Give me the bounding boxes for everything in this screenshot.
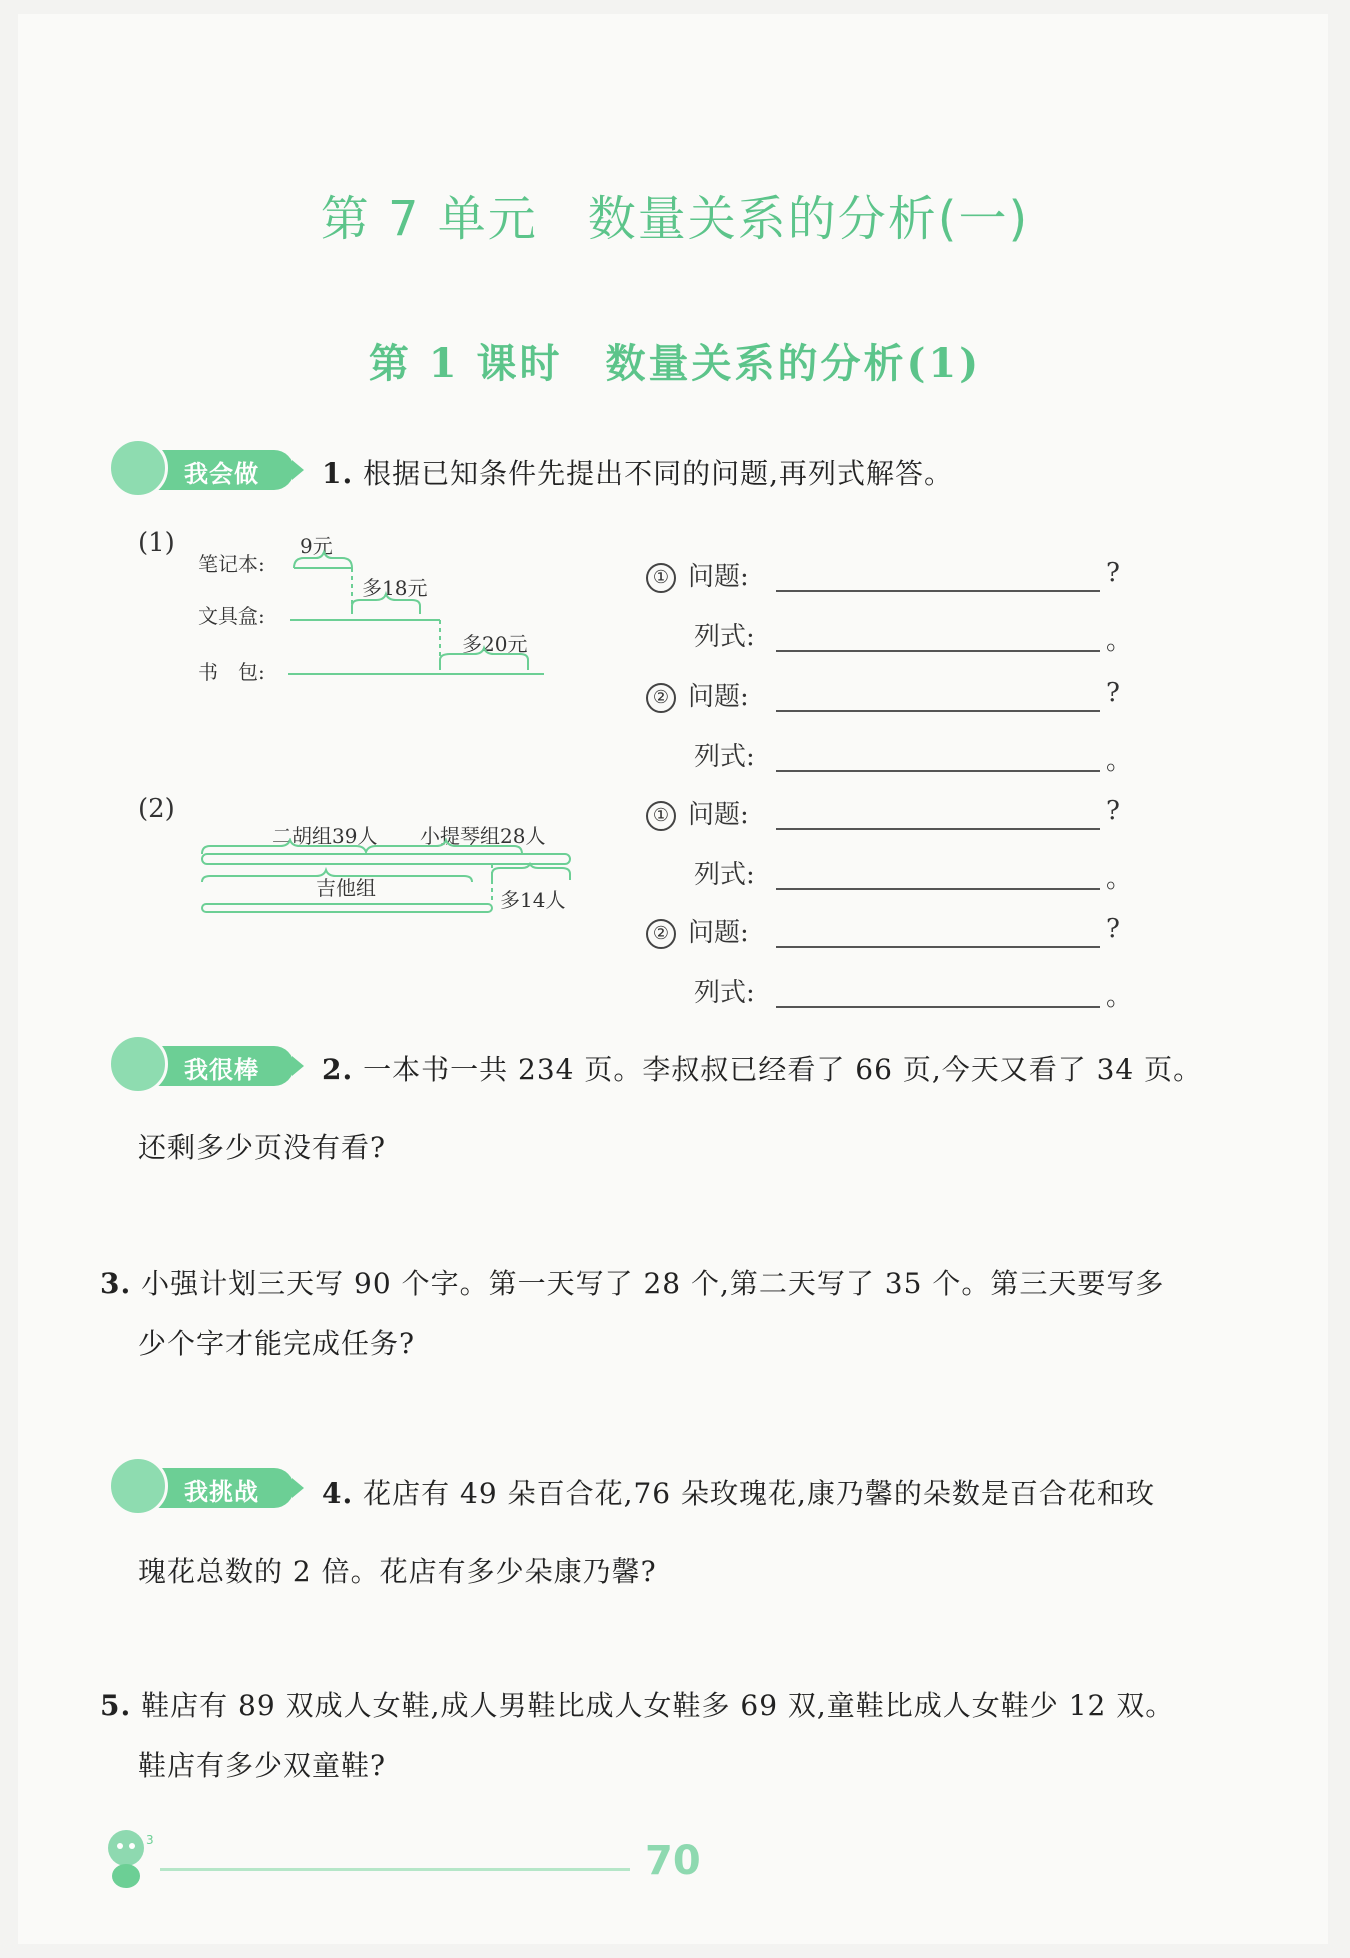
line-diagram-2 bbox=[196, 838, 586, 918]
badge-can-do bbox=[108, 438, 294, 492]
brace bbox=[352, 594, 420, 614]
answer-end: 。 bbox=[1106, 864, 1133, 894]
lesson-title: 第 1 课时 数量关系的分析(1) bbox=[368, 340, 982, 387]
answer-field[interactable] bbox=[776, 1006, 1100, 1008]
question-number: 1. bbox=[322, 457, 354, 490]
answer-end: ? bbox=[1106, 796, 1120, 826]
answer-end: ? bbox=[1106, 558, 1120, 588]
brace bbox=[492, 864, 570, 880]
unit-title: 第 7 单元 数量关系的分析(一) bbox=[320, 191, 1030, 247]
question-5 bbox=[100, 1684, 1174, 1724]
question-text: 鞋店有 89 双成人女鞋,成人男鞋比成人女鞋多 69 双,童鞋比成人女鞋少 12 双。 bbox=[141, 1689, 1175, 1722]
badge-label: 我很棒 bbox=[184, 1056, 259, 1084]
question-text-continued: 少个字才能完成任务? bbox=[138, 1327, 416, 1360]
question-number: 2. bbox=[322, 1053, 354, 1086]
thumbs-up-icon bbox=[108, 1034, 168, 1094]
fist-icon bbox=[108, 1456, 168, 1516]
bar bbox=[202, 904, 492, 912]
answer-index: ② bbox=[646, 919, 676, 949]
footer-line bbox=[160, 1868, 630, 1871]
answer-field[interactable] bbox=[776, 650, 1100, 652]
badge-label: 我挑战 bbox=[184, 1478, 259, 1506]
diagram-note: 多14人 bbox=[500, 888, 566, 912]
question-number: 5. bbox=[100, 1689, 132, 1722]
question-text: 根据已知条件先提出不同的问题,再列式解答。 bbox=[363, 457, 954, 490]
row-label: 书 包: bbox=[198, 660, 265, 684]
answer-label: 问题: bbox=[688, 682, 749, 712]
answer-field[interactable] bbox=[776, 770, 1100, 772]
brace bbox=[202, 840, 522, 854]
answer-label: 列式: bbox=[694, 978, 755, 1008]
diagram-note: 9元 bbox=[300, 534, 333, 558]
row-label: 文具盒: bbox=[198, 604, 265, 628]
question-text-continued: 瑰花总数的 2 倍。花店有多少朵康乃馨? bbox=[138, 1555, 657, 1588]
answer-field[interactable] bbox=[776, 828, 1100, 830]
question-text-continued: 还剩多少页没有看? bbox=[138, 1131, 387, 1164]
diagram-note: 吉他组 bbox=[316, 876, 376, 900]
diagram-note: 多20元 bbox=[462, 632, 528, 656]
answer-end: ? bbox=[1106, 678, 1120, 708]
svg-text:3: 3 bbox=[146, 1833, 154, 1847]
mascot-icon bbox=[100, 1822, 160, 1892]
answer-field[interactable] bbox=[776, 590, 1100, 592]
brace bbox=[294, 552, 352, 568]
answer-end: ? bbox=[1106, 914, 1120, 944]
answer-label: 问题: bbox=[688, 800, 749, 830]
answer-index: ① bbox=[646, 801, 676, 831]
question-number: 4. bbox=[322, 1477, 354, 1510]
question-text: 小强计划三天写 90 个字。第一天写了 28 个,第二天写了 35 个。第三天要写多 bbox=[141, 1267, 1165, 1300]
bar bbox=[202, 854, 570, 864]
diagram-note: 小提琴组28人 bbox=[420, 824, 546, 848]
answer-label: 问题: bbox=[688, 562, 749, 592]
answer-field[interactable] bbox=[776, 710, 1100, 712]
brace bbox=[202, 870, 472, 882]
part-label: (2) bbox=[138, 794, 175, 824]
diagram-note: 二胡组39人 bbox=[272, 824, 378, 848]
answer-label: 列式: bbox=[694, 742, 755, 772]
badge-label: 我会做 bbox=[184, 460, 259, 488]
part-label: (1) bbox=[138, 528, 175, 558]
brace bbox=[440, 648, 528, 670]
badge-challenge bbox=[108, 1456, 294, 1510]
question-4 bbox=[322, 1472, 1155, 1512]
answer-end: 。 bbox=[1106, 626, 1133, 656]
question-text-continued: 鞋店有多少双童鞋? bbox=[138, 1749, 387, 1782]
line-diagram-1 bbox=[280, 540, 560, 680]
question-text: 一本书一共 234 页。李叔叔已经看了 66 页,今天又看了 34 页。 bbox=[363, 1053, 1203, 1086]
answer-label: 列式: bbox=[694, 860, 755, 890]
answer-index: ① bbox=[646, 563, 676, 593]
question-1 bbox=[322, 452, 953, 492]
answer-field[interactable] bbox=[776, 946, 1100, 948]
answer-label: 问题: bbox=[688, 918, 749, 948]
answer-question-row bbox=[646, 912, 749, 949]
badge-great bbox=[108, 1034, 294, 1088]
row-label: 笔记本: bbox=[198, 552, 265, 576]
question-text: 花店有 49 朵百合花,76 朵玫瑰花,康乃馨的朵数是百合花和玫 bbox=[363, 1477, 1155, 1510]
question-2 bbox=[322, 1048, 1202, 1088]
question-number: 3. bbox=[100, 1267, 132, 1300]
answer-index: ② bbox=[646, 683, 676, 713]
answer-label: 列式: bbox=[694, 622, 755, 652]
answer-question-row bbox=[646, 794, 749, 831]
question-3 bbox=[100, 1262, 1164, 1302]
answer-field[interactable] bbox=[776, 888, 1100, 890]
answer-question-row bbox=[646, 676, 749, 713]
diagram-note: 多18元 bbox=[362, 576, 428, 600]
answer-end: 。 bbox=[1106, 746, 1133, 776]
answer-end: 。 bbox=[1106, 982, 1133, 1012]
answer-question-row bbox=[646, 556, 749, 593]
page-number: 70 bbox=[645, 1838, 701, 1884]
hand-icon bbox=[108, 438, 168, 498]
